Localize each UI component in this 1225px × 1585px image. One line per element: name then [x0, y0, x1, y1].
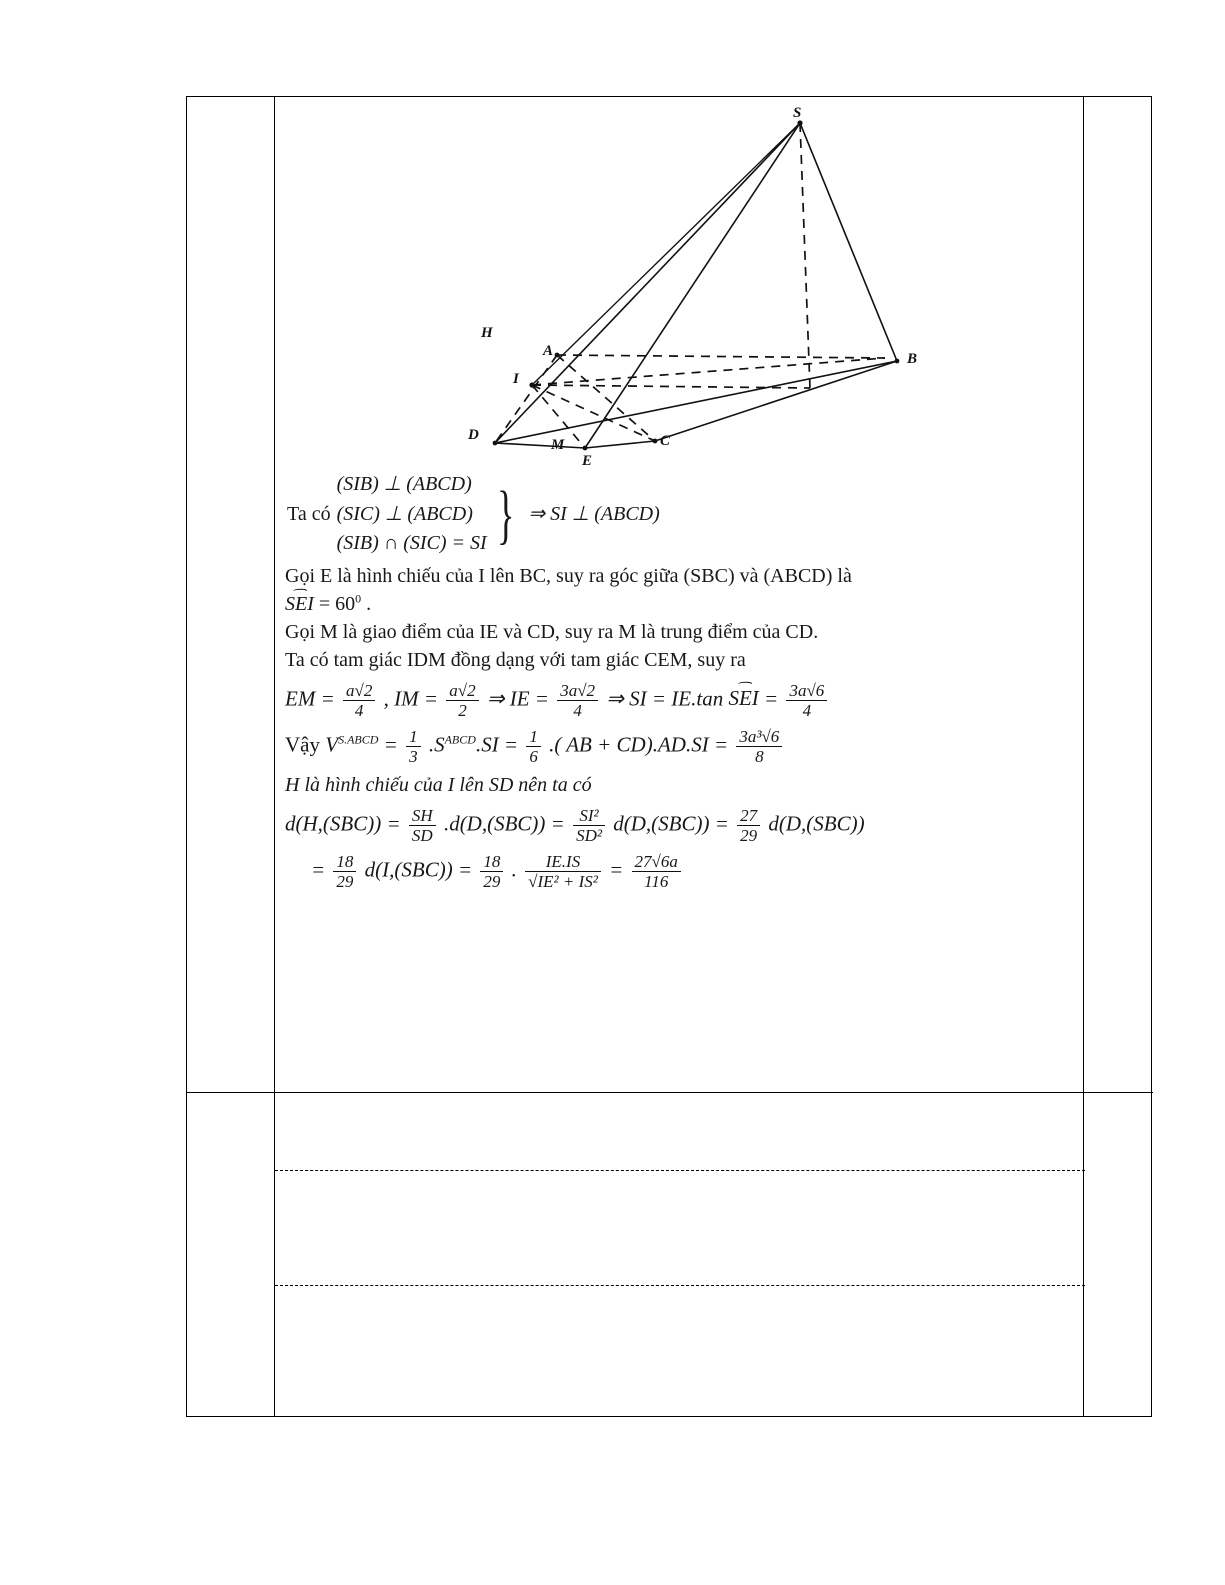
table-column-left [187, 97, 275, 1416]
fraction-ie-num: 3a√2 [557, 681, 598, 701]
angle-sei-inline: ⌢ SEI [728, 684, 758, 712]
fraction-one-sixth [526, 727, 541, 766]
fraction-si [786, 681, 827, 720]
fraction-one-sixth-num: 1 [526, 727, 541, 747]
figure-label-S: S [793, 105, 802, 121]
fraction-one-third-den: 3 [409, 746, 418, 766]
figure-label-C: C [660, 433, 671, 449]
system-row-3: (SIB) ∩ (SIC) = SI [336, 532, 487, 555]
angle-sei-label: ⌢ SEI [285, 591, 314, 618]
paragraph-projection-E: Gọi E là hình chiếu của I lên BC, suy ra góc giữa (SBC) và (ABCD) là [285, 564, 852, 587]
system-row-1: (SIB) ⊥ (ABCD) [336, 473, 472, 495]
fraction-ieis-den: √IE² + IS² [528, 871, 598, 891]
fraction-volume [736, 727, 782, 766]
figure-label-D: D [468, 427, 479, 443]
fraction-ieis [525, 852, 601, 891]
table-row-divider-2 [275, 1170, 1085, 1171]
perpendicular-system [285, 470, 1075, 559]
system-lead-label: Ta có [287, 502, 331, 525]
fraction-ie [557, 681, 598, 720]
table-row-divider-3 [275, 1285, 1085, 1286]
fraction-im-num: a√2 [446, 681, 478, 701]
paragraph-h-projection: H là hình chiếu của I lên SD nên ta có [285, 773, 592, 796]
table-row-divider-1 [187, 1092, 1153, 1093]
equation-distance-2: = $\frac{18}{29}$ d(I,(SBC)) = $\frac{18}{29}$ . $\frac{IE.IS}{\text{√IE² + IS²}}$ = $\frac{27√6a}{116}$ [285, 852, 1075, 891]
system-row-2: (SIC) ⊥ (ABCD) [336, 502, 473, 525]
fraction-one-third [406, 727, 421, 766]
fraction-one-sixth-den: 6 [529, 746, 538, 766]
fraction-si2-sd2 [573, 806, 605, 845]
fraction-27-29-den: 29 [740, 825, 758, 845]
fraction-im-den: 2 [458, 700, 467, 720]
table-column-right [1083, 97, 1151, 1416]
angle-sei-value: = $60^0$ . [318, 591, 372, 616]
fraction-18-29-b [480, 852, 503, 891]
figure-label-I: I [513, 371, 519, 387]
fraction-18-29-a-num: 18 [333, 852, 356, 872]
fraction-sh-sd [409, 806, 436, 845]
fraction-final [632, 852, 681, 891]
fraction-ieis-num: IE.IS [525, 852, 601, 872]
fraction-18-29-b-num: 18 [480, 852, 503, 872]
fraction-18-29-b-den: 29 [483, 871, 501, 891]
figure-label-B: B [907, 351, 918, 367]
fraction-volume-den: 8 [755, 746, 764, 766]
fraction-em-num: a√2 [343, 681, 375, 701]
document-table [186, 96, 1152, 1417]
paragraph-similar-triangles: Ta có tam giác IDM đồng dạng với tam giác CEM, suy ra [285, 648, 746, 671]
figure-label-H: H [481, 325, 493, 341]
figure-label-A: A [543, 343, 554, 359]
fraction-18-29-a-den: 29 [336, 871, 354, 891]
fraction-27-29-num: 27 [737, 806, 760, 826]
pyramid-svg [285, 103, 1075, 468]
solution-body [285, 470, 1075, 891]
fraction-18-29-a [333, 852, 356, 891]
paragraph-angle-value [285, 591, 1075, 618]
fraction-si2-sd2-den: SD² [576, 825, 602, 845]
fraction-im [446, 681, 478, 720]
equation-distance-1: d(H,(SBC)) = $\frac{SH}{SD}$ .d(D,(SBC)) = $\frac{\text{SI²}}{\text{SD²}}$ d(D,(SBC)) = $\frac{27}{29}$ d(D,(SBC)) [285, 805, 865, 845]
system-result: ⇒ SI ⊥ (ABCD) [528, 502, 660, 525]
geometry-figure [285, 103, 1075, 468]
fraction-si2-sd2-num: SI² [573, 806, 605, 826]
equation-em-im-ie-si: EM = $\frac{a√2}{4}$ , IM = $\frac{a√2}{2}$ ⇒ IE = $\frac{3a√2}{4}$ ⇒ SI = IE.tan ⌢ SEI = $\frac{3a√6}{4}$ [285, 681, 1075, 720]
fraction-si-num: 3a√6 [786, 681, 827, 701]
fraction-27-29 [737, 806, 760, 845]
fraction-ie-den: 4 [573, 700, 582, 720]
system-rows [337, 470, 487, 559]
fraction-em-den: 4 [354, 700, 364, 720]
table-row-divider-4 [275, 1416, 1085, 1417]
fraction-sh-sd-den: SD [411, 825, 433, 845]
fraction-final-num: 27√6a [632, 852, 681, 872]
fraction-volume-num: 3a³√6 [736, 727, 782, 747]
fraction-one-third-num: 1 [406, 727, 421, 747]
fraction-em [343, 681, 375, 720]
equation-volume: Vậy $V^{S.ABCD}$ = $\frac{1}{3}$ $.S^{ABCD}.SI$ = $\frac{1}{6}$ .( AB + CD).AD.SI = $\frac{\text{3a³√6}}{8}$ [285, 727, 1075, 766]
fraction-final-den: 116 [644, 871, 669, 891]
volume-lead: Vậy [285, 732, 320, 757]
figure-label-M: M [551, 437, 565, 453]
fraction-sh-sd-num: SH [409, 806, 436, 826]
solution-cell [275, 97, 1085, 1092]
fraction-si-den: 4 [802, 700, 812, 720]
figure-label-E: E [582, 453, 593, 469]
system-brace: } [496, 477, 515, 551]
paragraph-midpoint-M: Gọi M là giao điểm của IE và CD, suy ra M là trung điểm của CD. [285, 621, 819, 644]
